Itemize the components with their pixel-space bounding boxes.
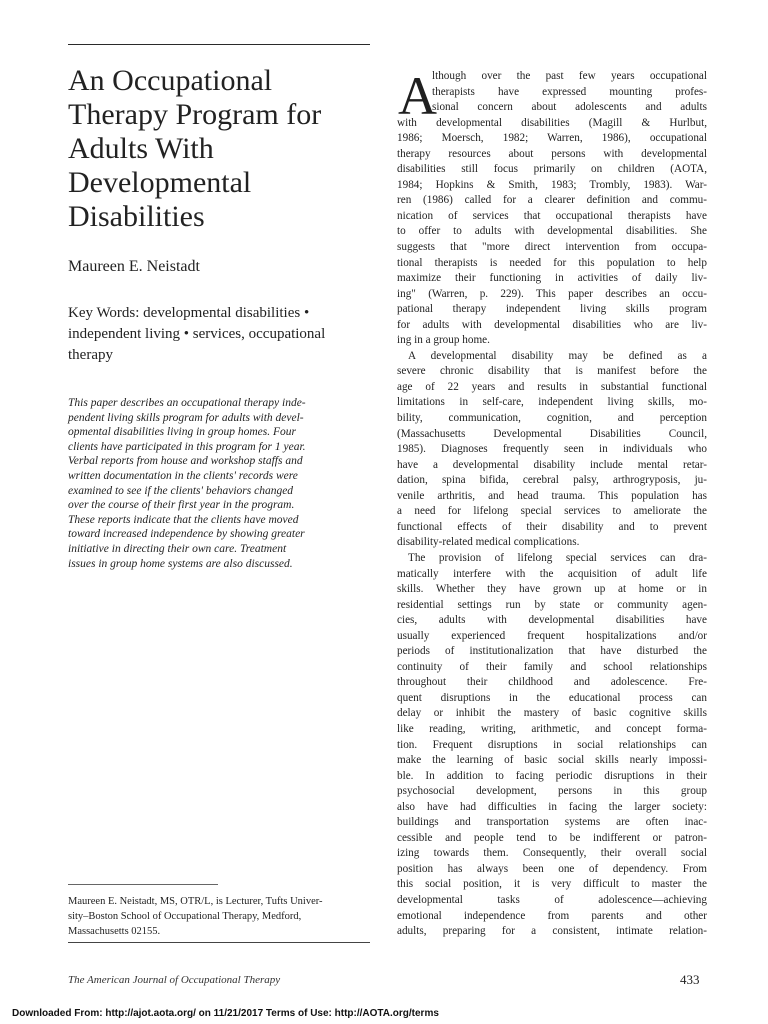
body-line: The provision of lifelong special services can dra- <box>408 551 707 564</box>
body-line: psychosocial development, persons in this group <box>397 785 707 798</box>
abstract-line: clients have participated in this program for 1 year. <box>68 440 306 453</box>
body-line: severe chronic disability that is manifest before the <box>397 365 707 378</box>
body-line: like reading, writing, arithmetic, and concept forma- <box>397 722 707 735</box>
affiliation-line: Massachusetts 02155. <box>68 926 161 937</box>
body-line: residential settings run by state or community agen- <box>397 598 707 611</box>
body-line: A developmental disability may be defined as a <box>408 349 707 362</box>
body-line: with developmental disabilities (Magill & Hurlbut, <box>397 116 707 129</box>
body-line: throughout their childhood and adolescence. Fre- <box>397 676 707 689</box>
body-line: functional effects of their disability and to prevent <box>397 520 707 533</box>
body-line: usually experienced frequent hospitalizations and/or <box>397 629 707 642</box>
body-line: adults, preparing for a consistent, intimate relation- <box>397 925 707 938</box>
body-line: quent disruptions in the educational process can <box>397 691 707 704</box>
abstract-line: initiative in directing their own care. Treatment <box>68 542 287 555</box>
title-line: Therapy Program for <box>68 98 322 131</box>
keywords-line: independent living • services, occupational <box>68 326 326 342</box>
body-line: maximize their functioning in activities of daily liv- <box>397 272 707 285</box>
body-line: therapy resources about persons with developmental <box>397 147 707 160</box>
body-line: this social position, it is very difficult to master the <box>397 878 707 891</box>
body-line: disabilities still focus primarily on children (AOTA, <box>397 163 707 176</box>
body-line: izing towards them. Consequently, their overall social <box>397 847 707 860</box>
body-line: sional concern about adolescents and adults <box>432 101 707 114</box>
body-line: ren (1986) called for a clearer definition and commu- <box>397 194 707 207</box>
body-line: cessible and people tend to be indifferent or patron- <box>397 831 707 844</box>
body-line: emotional independence from parents and other <box>397 909 707 922</box>
body-line: venile arthritis, and head trauma. This population has <box>397 489 707 502</box>
author-affiliation <box>68 894 370 939</box>
abstract-line: written documentation in the clients' records were <box>68 469 298 482</box>
body-line: delay or inhibit the mastery of basic cognitive skills <box>397 707 707 720</box>
abstract-line: over the course of their first year in the program. <box>68 499 295 512</box>
body-line: for adults with developmental disabilities who are liv- <box>397 318 707 331</box>
body-line: ing in a group home. <box>397 334 490 347</box>
body-line: suggests that "more direct intervention from occupa- <box>397 241 707 254</box>
body-line: disability-related medical complications. <box>397 536 580 549</box>
affiliation-line: Maureen E. Neistadt, MS, OTR/L, is Lecturer, Tufts Univer- <box>68 896 323 907</box>
keywords-line: therapy <box>68 347 113 363</box>
affiliation-rule-bottom <box>68 942 370 943</box>
body-line: cies, adults with developmental disabilities have <box>397 614 707 627</box>
drop-cap: A <box>398 66 437 126</box>
title-line: An Occupational <box>68 64 273 97</box>
body-line: therapists have expressed mounting profes- <box>432 85 707 98</box>
body-line: limitations in self-care, independent living skills, mo- <box>397 396 707 409</box>
body-line: nication of services that occupational therapists have <box>397 209 707 222</box>
body-line: a need for lifelong special services to ameliorate the <box>397 505 707 518</box>
body-line: have a developmental disability include mental retar- <box>397 458 707 471</box>
keywords-line: Key Words: developmental disabilities • <box>68 305 310 321</box>
body-line: also have had difficulties in facing the larger society: <box>397 800 707 813</box>
body-line: make the learning of basic social skills nearly impossi- <box>397 754 707 767</box>
page-number: 433 <box>680 972 700 987</box>
title-line: Disabilities <box>68 200 205 233</box>
body-line: 1985). Diagnoses frequently seen in individuals who <box>397 443 707 456</box>
body-text-column <box>397 66 707 940</box>
body-line: (Massachusetts Developmental Disabilities Council, <box>397 427 707 440</box>
journal-name: The American Journal of Occupational Therapy <box>68 974 281 986</box>
body-line: periods of institutionalization that have disturbed the <box>397 645 707 658</box>
body-line: age of 22 years and results in substantial functional <box>397 380 707 393</box>
body-line: skills. Whether they have grown up at home or in <box>397 583 707 596</box>
body-line: ing" (Warren, p. 229). This paper describes an occu- <box>397 287 707 300</box>
title-line: Adults With <box>68 132 214 165</box>
body-line: bility, communication, cognition, and perception <box>397 412 707 425</box>
abstract-line: This paper describes an occupational therapy inde- <box>68 397 306 409</box>
top-rule <box>68 44 370 45</box>
affiliation-rule-top <box>68 884 218 885</box>
body-line: ble. In addition to facing periodic disruptions in their <box>397 769 707 782</box>
body-line: 1986; Moersch, 1982; Warren, 1986), occupational <box>397 132 707 145</box>
body-line: buildings and transportation systems are often inac- <box>397 816 707 829</box>
body-line: 1984; Hopkins & Smith, 1983; Trombly, 1983). War- <box>397 178 707 191</box>
abstract-line: opmental disabilities living in group homes. Four <box>68 426 296 439</box>
affiliation-line: sity–Boston School of Occupational Therapy, Medford, <box>68 911 302 922</box>
keywords <box>68 303 368 366</box>
body-line: dation, spina bifida, cerebral palsy, arthrogryposis, ju- <box>397 474 707 487</box>
abstract-line: issues in group home systems are also discussed. <box>68 557 293 570</box>
body-line: to offer to adults with developmental disabilities. She <box>397 225 707 238</box>
download-notice: Downloaded From: http://ajot.aota.org/ on 11/21/2017 Terms of Use: http://AOTA.org/terms <box>12 1008 439 1019</box>
abstract <box>68 396 368 571</box>
abstract-line: toward increased independence by showing greater <box>68 528 305 541</box>
body-line: developmental tasks of adolescence—achieving <box>397 893 707 906</box>
abstract-line: pendent living skills program for adults with devel- <box>68 411 304 424</box>
body-line: position has always been one of dependency. From <box>397 862 707 875</box>
body-line: continuity of their family and school relationships <box>397 660 707 673</box>
author-name: Maureen E. Neistadt <box>68 258 200 275</box>
body-line: tion. Frequent disruptions in social relationships can <box>397 738 707 751</box>
article-title <box>68 64 368 234</box>
body-line: lthough over the past few years occupational <box>432 70 707 82</box>
abstract-line: These reports indicate that the clients have moved <box>68 513 299 526</box>
title-line: Developmental <box>68 166 252 199</box>
body-line: pational therapy independent living skills program <box>397 303 707 316</box>
body-line: matically interfere with the acquisition of adult life <box>397 567 707 580</box>
body-line: tional therapists is needed for this population to help <box>397 256 707 269</box>
abstract-line: Verbal reports from house and workshop staffs and <box>68 455 303 468</box>
abstract-line: examined to see if the clients' behaviors changed <box>68 484 294 497</box>
